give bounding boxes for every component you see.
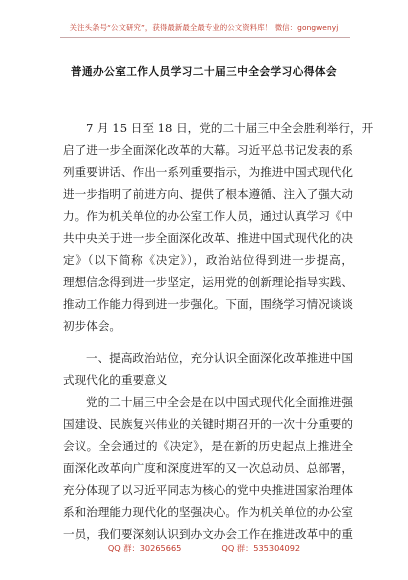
body-line: 进一步指明了前进方向、提供了根本遵循、注入了强大动 (63, 187, 353, 201)
body-line: 充分体现了以习近平同志为核心的党中央推进国家治理体 (63, 483, 353, 497)
footer-qq-group-1: QQ 群：30265665 (107, 543, 182, 553)
body-line: 推动工作能力得到进一步强化。下面，围绕学习情况谈谈 (63, 297, 353, 311)
header-divider (60, 37, 350, 38)
body-line: 启了进一步全面深化改革的大幕。习近平总书记发表的系 (63, 143, 353, 157)
body-line: 理想信念得到进一步坚定，运用党的创新理论指导实践、 (63, 275, 353, 289)
body-line: 7 月 15 日至 18 日，党的二十届三中全会胜利举行，开 (86, 121, 374, 135)
body-line: 党的二十届三中全会是在以中国式现代化全面推进强 (86, 395, 353, 409)
body-line: 定》（以下简称《决定》），政治站位得到进一步提高， (63, 253, 353, 267)
section-heading-line: 一、提高政治站位，充分认识全面深化改革推进中国 (86, 351, 353, 365)
body-line: 力。作为机关单位的办公室工作人员，通过认真学习《中 (63, 209, 353, 223)
body-line: 共中央关于进一步全面深化改革、推进中国式现代化的决 (63, 231, 353, 245)
body-line: 初步体会。 (63, 319, 121, 333)
body-line: 面深化改革向广度和深度进军的又一次总动员、总部署， (63, 461, 353, 475)
body-line: 列重要讲话、作出一系列重要指示，为推进中国式现代化 (63, 165, 353, 179)
body-line: 系和治理能力现代化的坚强决心。作为机关单位的办公室 (63, 505, 353, 519)
body-line: 会议。全会通过的《决定》，是在新的历史起点上推进全 (63, 439, 353, 453)
section-heading-line: 式现代化的重要意义 (63, 373, 168, 387)
footer-qq-group-2: QQ 群：535304092 (221, 543, 301, 553)
document-title: 普通办公室工作人员学习二十届三中全会学习心得体会 (70, 66, 338, 78)
body-line: 一员，我们要深刻认识到办文办会工作在推进改革中的重 (63, 527, 353, 541)
body-line: 国建设、民族复兴伟业的关键时期召开的一次十分重要的 (63, 417, 353, 431)
header-promo-note: 关注头条号“公文研究”，获得最新最全最专业的公文资料库！ 微信：gongwenyj (69, 23, 339, 32)
footer-qq-groups (0, 543, 408, 554)
